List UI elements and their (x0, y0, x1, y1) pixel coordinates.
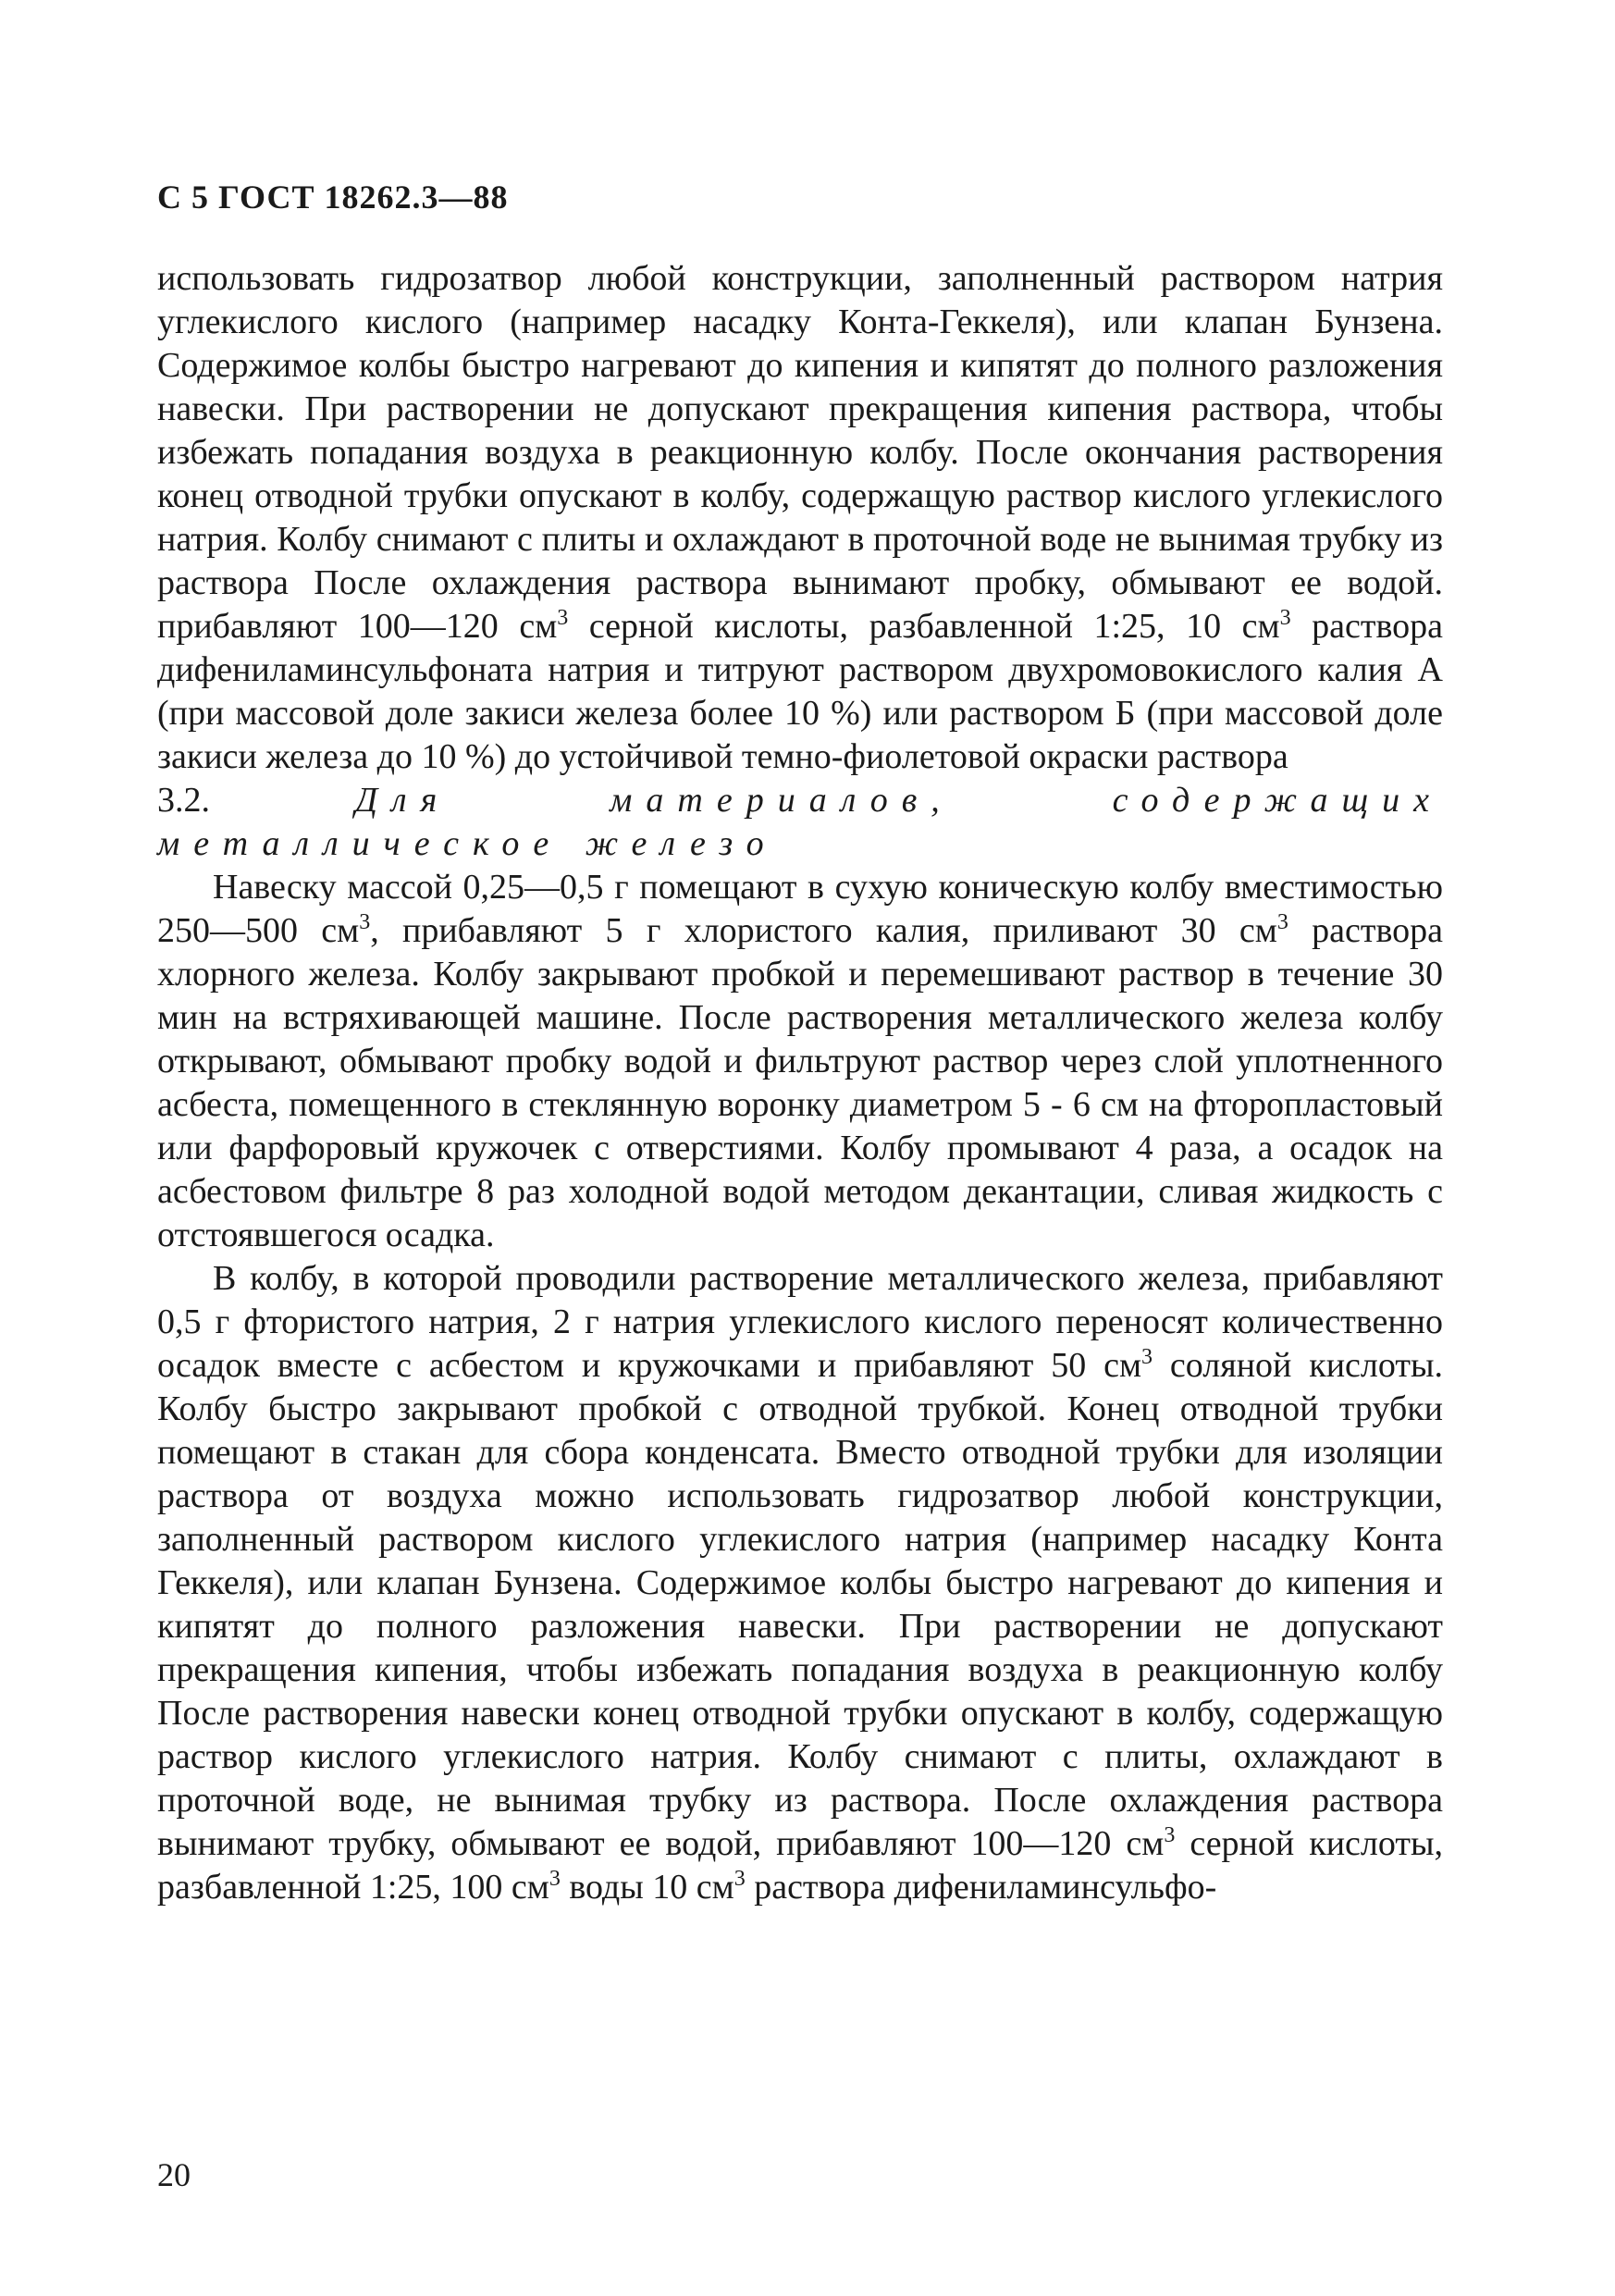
superscript: 3 (734, 1867, 746, 1891)
document-page (157, 157, 1443, 2239)
paragraph-1 (157, 257, 1443, 779)
paragraph-1-text-c: раствора дифениламинсульфоната натрия и титруют раствором двухромовокислого калия А (при массовой доле закиси железа более 10 %) или раствором Б (при массовой доле закиси железа до 10 %) до устойчивой темно-фиолетовой окраски раствора (157, 607, 1444, 776)
paragraph-3-text-a: В колбу, в которой проводили растворение металлического железа, прибавляют 0,5 г фтористого натрия, 2 г натрия углекислого кислого переносят количественно осадок вместе с асбестом и кружочками и прибавляют 50 см (157, 1259, 1443, 1385)
superscript: 3 (1164, 1823, 1176, 1847)
paragraph-1-text-a: использовать гидрозатвор любой конструкции, заполненный раствором натрия углекислого кислого (например насадку Конта-Геккеля), или клапан Бунзена. Содержимое колбы быстро нагревают до кипения и кипятят до полного разложения навески. При растворении не допускают прекращения кипения раствора, чтобы избежать попадания воздуха в реакционную колбу. После окончания растворения конец отводной трубки опускают в колбу, содержащую раствор кислого углекислого натрия. Колбу снимают с плиты и охлаждают в проточной воде не вынимая трубку из раствора После охлаждения раствора вынимают пробку, обмывают ее водой. прибавляют 100—120 см (157, 259, 1443, 646)
paragraph-2-text-a: Навеску массой 0,25—0,5 г помещают в сухую коническую колбу вместимостью 250—500 см (157, 868, 1443, 950)
superscript: 3 (1276, 910, 1288, 934)
superscript: 3 (1141, 1345, 1153, 1369)
paragraph-3-text-e: раствора дифениламинсульфо- (745, 1868, 1217, 1907)
superscript: 3 (549, 1867, 561, 1891)
section-title: Для материалов, содержащих металлическое железо (157, 781, 1443, 863)
paragraph-2-text-c: раствора хлорного железа. Колбу закрывают пробкой и перемешивают раствор в течение 30 мин на встряхивающей машине. После растворения металлического железа колбу открывают, обмывают пробку водой и фильтруют раствор через слой уплотненного асбеста, помещенного в стеклянную воронку диаметром 5 - 6 см на фторопластовый или фарфоровый кружочек с отверстиями. Колбу промывают 4 раза, а осадок на асбестовом фильтре 8 раз холодной водой методом декантации, сливая жидкость с отстоявшегося осадка. (157, 911, 1443, 1254)
paragraph-3-text-d: воды 10 см (560, 1868, 734, 1907)
paragraph-3 (157, 1257, 1443, 1909)
section-number: 3.2. (157, 781, 210, 820)
superscript: 3 (359, 910, 371, 934)
paragraph-3-text-b: соляной кислоты. Колбу быстро закрывают пробкой с отводной трубкой. Конец отводной трубки помещают в стакан для сбора конденсата. Вместо отводной трубки для изоляции раствора от воздуха можно использовать гидрозатвор любой конструкции, заполненный раствором кислого углекислого натрия (например насадку Конта Геккеля), или клапан Бунзена. Содержимое колбы быстро нагревают до кипения и кипятят до полного разложения навески. При растворении не допускают прекращения кипения, чтобы избежать попадания воздуха в реакционную колбу После растворения навески конец отводной трубки опускают в колбу, содержащую раствор кислого углекислого натрия. Колбу снимают с плиты, охлаждают в проточной воде, не вынимая трубку из раствора. После охлаждения раствора вынимают трубку, обмывают ее водой, прибавляют 100—120 см (157, 1346, 1443, 1863)
paragraph-2-text-b: , прибавляют 5 г хлористого калия, приливают 30 см (370, 911, 1277, 950)
page-number: 20 (157, 2156, 191, 2193)
page-header: С 5 ГОСТ 18262.3—88 (157, 179, 509, 216)
superscript: 3 (1279, 606, 1291, 630)
superscript: 3 (557, 606, 569, 630)
paragraph-3-text-c: серной кислоты, разбавленной 1:25, 100 см (157, 1824, 1444, 1907)
paragraph-2 (157, 866, 1443, 1257)
paragraph-1-text-b: серной кислоты, разбавленной 1:25, 10 см (568, 607, 1280, 646)
section-heading (157, 779, 1443, 866)
document-body (157, 257, 1443, 1909)
